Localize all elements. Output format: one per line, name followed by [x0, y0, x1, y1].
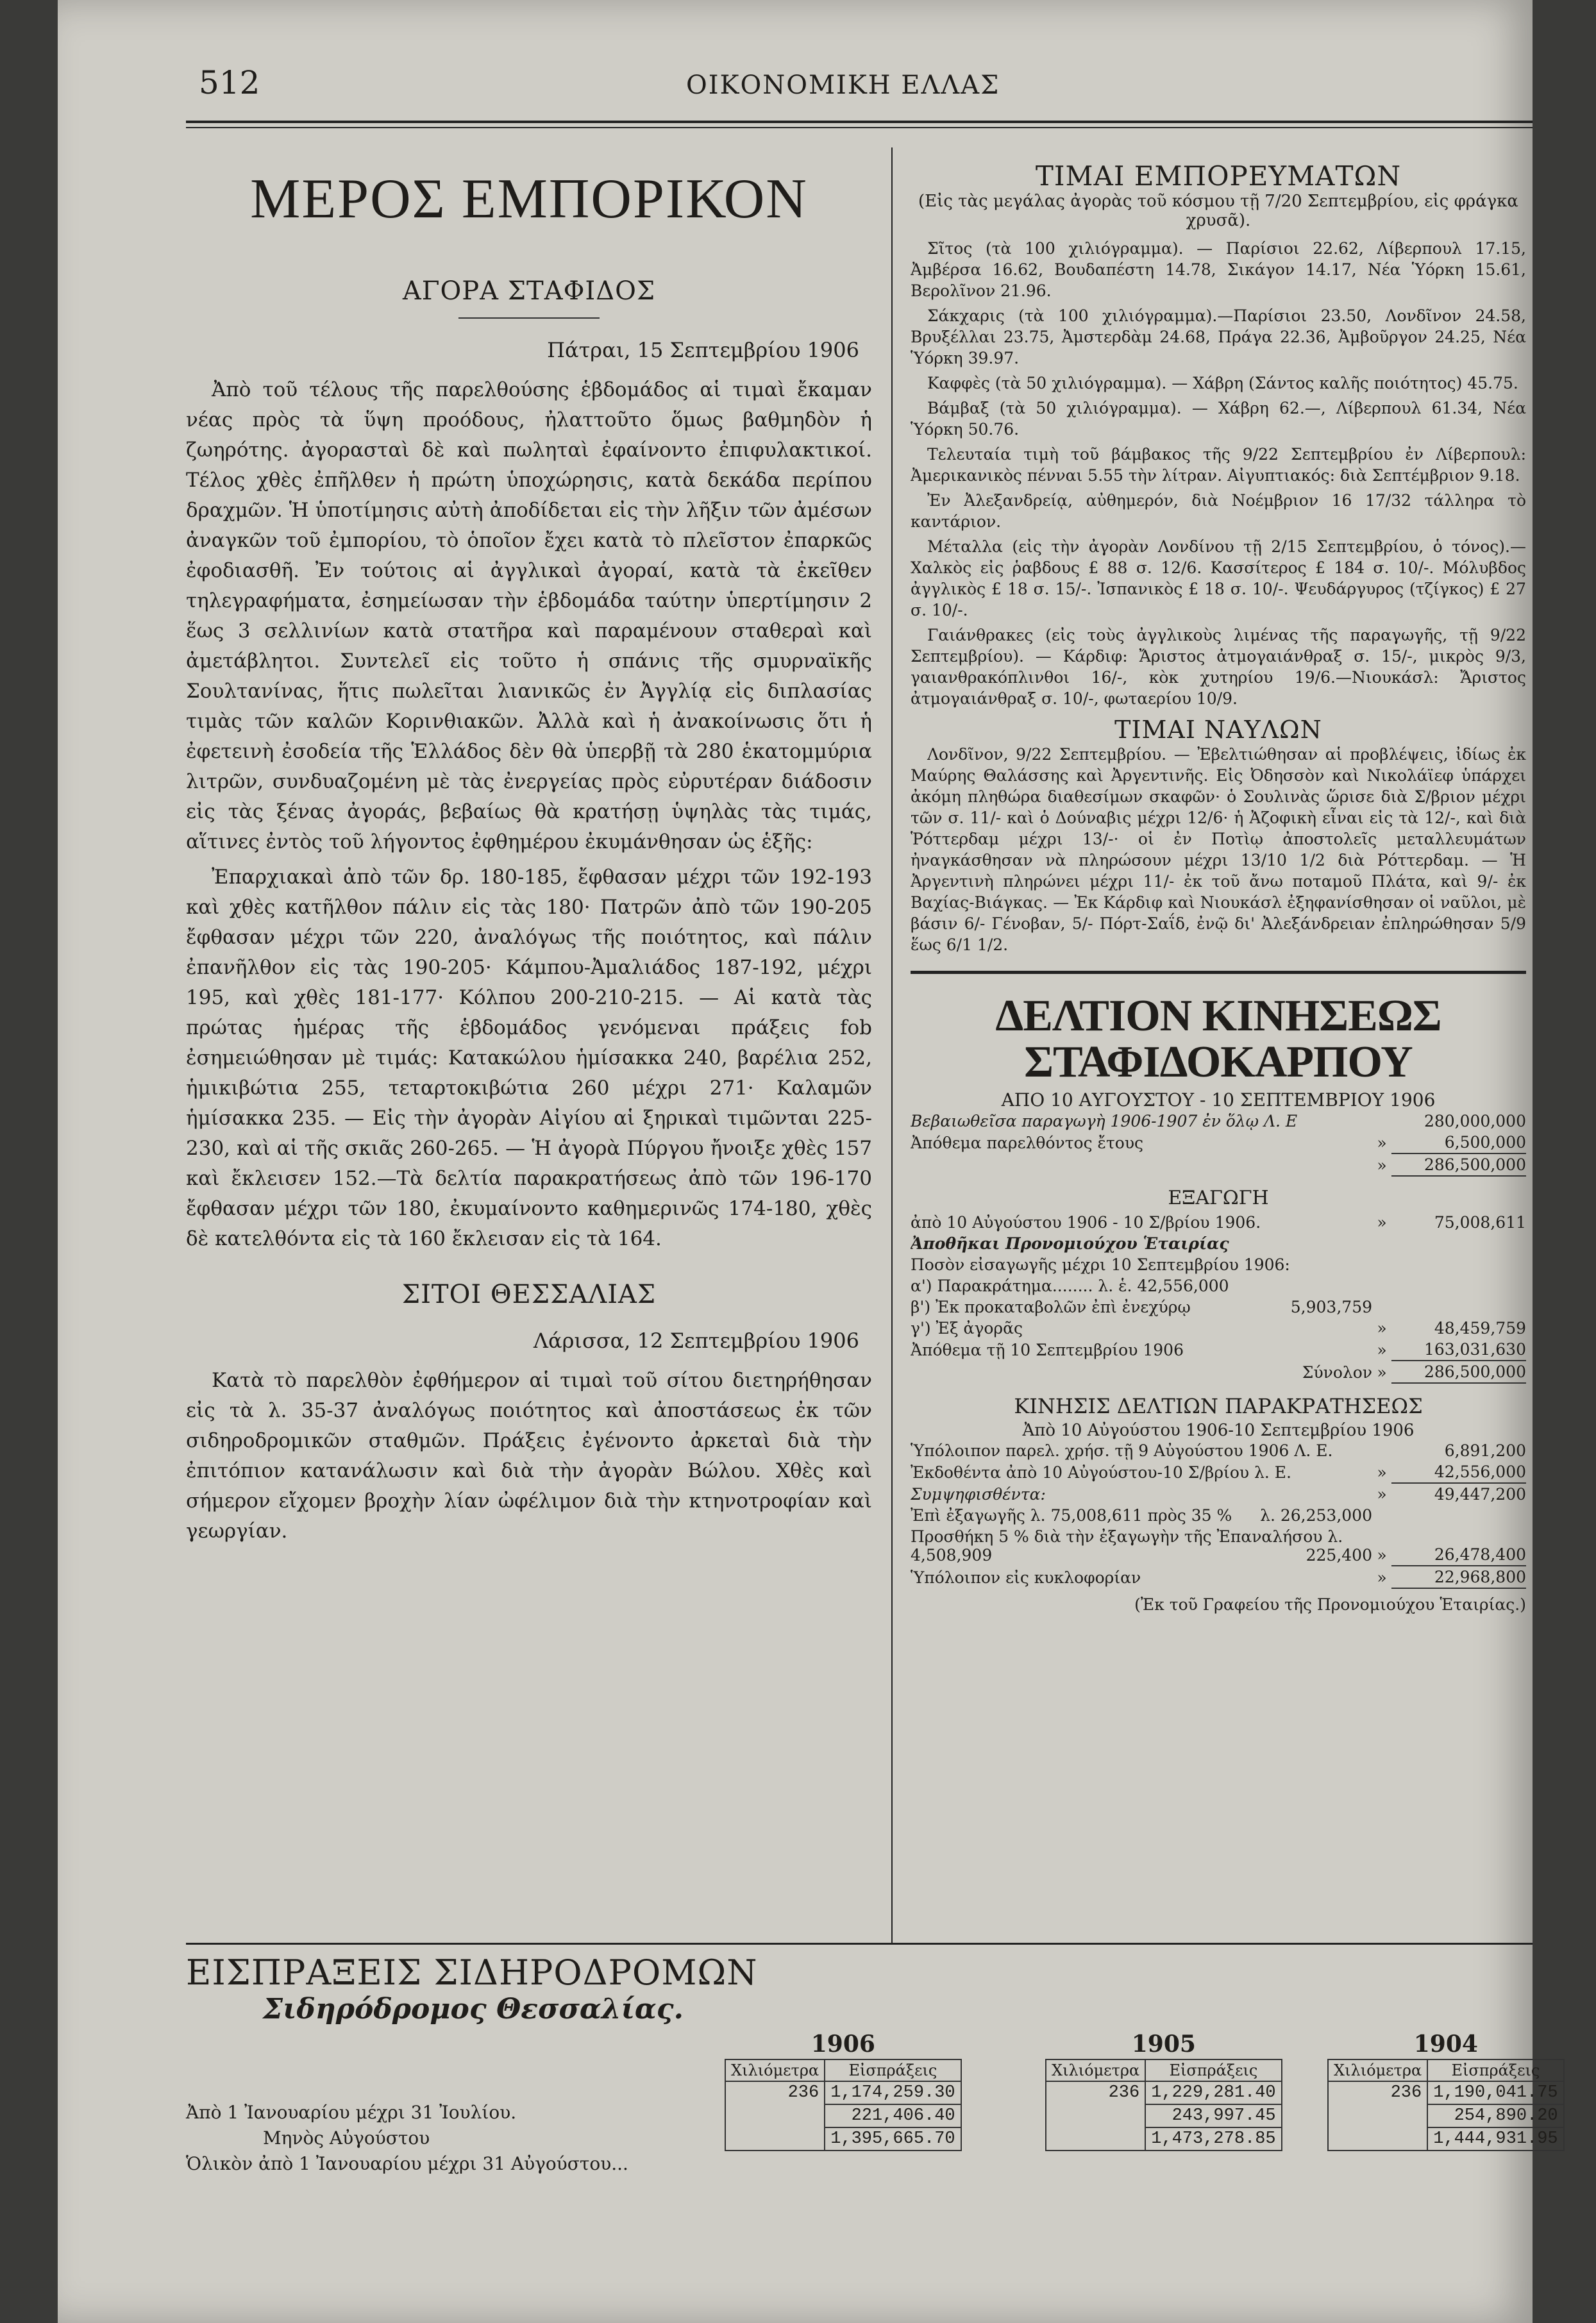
retention-table — [911, 1440, 1526, 1589]
table-row: Σύνολον » 286,500,000 — [911, 1361, 1526, 1383]
raisin-market-heading: ΑΓΟΡΑ ΣΤΑΦΙΔΟΣ — [402, 276, 656, 306]
table-row: » 286,500,000 — [911, 1153, 1526, 1176]
right-column — [911, 154, 1526, 1614]
table-row: Συμψηφισθέντα: » 49,447,200 — [911, 1485, 1526, 1504]
article-paragraph: Ἐπαρχιακαὶ ἀπὸ τῶν δρ. 180-185, ἔφθασαν μέχρι τῶν 192-193 καὶ χθὲς κατῆλθον πάλιν εἰς τὰς 180· Πατρῶν ἀπὸ τῶν 190-205 ἔφθασαν μέχρι τῶν 220, ἀναλόγως τῆς ποιότητος, καὶ πάλιν ἐπανῆλθον εἰς τὰς 190-205· Κάμπου-Ἀμαλιάδος 187-192, μέχρι 195, καὶ χθὲς 181-177· Κόλπου 200-210-215. — Αἱ κατὰ τὰς πρώτας ἡμέρας τῆς ἑβδομάδος γενόμεναι πράξεις fob ἐσημειώθησαν μὲ τιμάς: Κατακώλου ἡμίσακκα 240, βαρέλια 252, ἡμικιβώτια 255, τεταρτοκιβώτια 260 μέχρι 271· Καλαμῶν ἡμίσακκα 235. — Εἰς τὴν ἀγορὰν Αἰγίου αἱ ξηρικαὶ τιμῶνται 225-230, καὶ αἱ τῆς σκιᾶς 260-265. — Ἡ ἀγορὰ Πύργου ἤνοιξε χθὲς 157 καὶ ἔκλεισεν 152.—Τὰ δελτία παρακρατήσεως ἀπὸ τῶν 196-170 ἔφθασαν μέχρι τῶν 180, ἐκυμαίνοντο καθημερινῶς 174-180, χθὲς δὲ κατελθόντα εἰς τὰ 160 ἔκλεισαν εἰς τὰ 164. — [186, 866, 872, 1250]
column-header: Εἰσπράξεις — [825, 2059, 961, 2081]
receipt-value: 1,444,931.95 — [1427, 2127, 1563, 2151]
thessaly-wheat-dateline: Λάρισσα, 12 Σεπτεμβρίου 1906 — [533, 1329, 859, 1353]
retention-heading: ΚΙΝΗΣΙΣ ΔΕΛΤΙΩΝ ΠΑΡΑΚΡΑΤΗΣΕΩΣ — [1014, 1394, 1423, 1418]
receipt-value: 254,890.20 — [1427, 2104, 1563, 2127]
commodity-entry: Σάκχαρις (τὰ 100 χιλιόγραμμα).—Παρίσιοι 23.50, Λονδῖνον 24.58, Βρυξέλλαι 23.75, Ἀμστερδὰμ 24.68, Πράγα 22.36, Ἀμβοῦργον 24.25, Νέα Ὑόρκη 39.97. — [911, 306, 1526, 367]
heading-rule — [458, 317, 600, 319]
table-row: α') Παρακράτημα........ λ. ἑ. 42,556,000 — [911, 1277, 1229, 1295]
year-label: 1904 — [1413, 2031, 1478, 2058]
article-paragraph: Ἀπὸ τοῦ τέλους τῆς παρελθούσης ἑβδομάδος αἱ τιμαὶ ἔκαμαν νέας πρὸς τὰ ὕψη προόδους, ἠλαττοῦτο ὅμως βαθμηδὸν ἡ ζωηρότης. ἀγορασταὶ δὲ καὶ πωληταὶ ἐφαίνοντο ἐπιφυλακτικοί. Τέλος χθὲς ἐπῆλθεν ἡ πρώτη ὑποχώρησις, κατὰ δεκάδα περίπου δραχμῶν. Ἡ ὑποτίμησις αὐτὴ ἀποδίδεται εἰς τὴν λῆξιν τῶν ἀμέσων ἀναγκῶν τοῦ ἐμπορίου, τὸ ὁποῖον ἔχει κατὰ τὸ πλεῖστον ἐπαρκῶς ἐφοδιασθῆ. Ἐν τούτοις αἱ ἀγγλικαὶ ἀγοραί, κατὰ τὰ ἐκεῖθεν τηλεγραφήματα, ἐσημείωσαν τὴν ἑβδομάδα ταύτην ὑπερτίμησιν 2 ἕως 3 σελλινίων κατὰ στατῆρα καὶ παραμένουν σταθεραὶ καὶ ἀμετάβλητοι. Συντελεῖ εἰς τοῦτο ἡ σπάνις τῆς σμυρναϊκῆς Σουλτανίνας, ἥτις πωλεῖται λιανικῶς ἐν Ἀγγλίᾳ εἰς διπλασίας τιμὰς τῶν καλῶν Κορινθιακῶν. Ἀλλὰ καὶ ἡ ἀνακοίνωσις ὅτι ἡ ἐφετεινὴ ἐσοδεία τῆς Ἑλλάδος δὲν θὰ ὑπερβῇ τὰ 280 ἑκατομμύρια λιτρῶν, συνδυαζομένη μὲ τὰς ἐνεργείας πρὸς εὐρυτέραν διάδοσιν εἰς τὰς ξένας ἀγοράς, βεβαίως θὰ κρατήσῃ ὑψηλὰς τὰς τιμάς, αἵτινες ἐντὸς τοῦ λήγοντος ἐφθημέρου ἐκυμάνθησαν ὡς ἑξῆς: — [186, 378, 872, 853]
commodity-entry: Μέταλλα (εἰς τὴν ἀγορὰν Λονδίνου τῇ 2/15 Σεπτεμβρίου, ὁ τόνος).—Χαλκὸς εἰς ῥαβδους £ 88 σ. 12/6. Κασσίτερος £ 184 σ. 10/-. Μόλυβδος ἀγγλικὸς £ 18 σ. 15/-. Ἰσπανικὸς £ 18 σ. 10/-. Ψευδάργυρος (τζίγκος) £ 27 σ. 10/-. — [911, 537, 1526, 619]
raisin-market-article — [186, 375, 872, 1254]
row-label: Μηνὸς Αὐγούστου — [263, 2127, 430, 2149]
currant-bulletin-title: ΔΕΛΤΙΟΝ ΚΙΝΗΣΕΩΣ ΣΤΑΦΙΔΟΚΑΡΠΟΥ — [995, 991, 1441, 1087]
km-value: 236 — [1046, 2081, 1145, 2151]
year-label: 1906 — [811, 2031, 875, 2058]
table-row: Ποσὸν εἰσαγωγῆς μέχρι 10 Σεπτεμβρίου 1906: — [911, 1255, 1290, 1274]
table-row: β') Ἐκ προκαταβολῶν ἐπὶ ἐνεχύρῳ 5,903,759 — [911, 1298, 1372, 1316]
receipt-value: 243,997.45 — [1145, 2104, 1281, 2127]
receipt-value: 221,406.40 — [825, 2104, 961, 2127]
column-rule — [891, 147, 893, 1943]
thessaly-wheat-heading: ΣΙΤΟΙ ΘΕΣΣΑΛΙΑΣ — [401, 1280, 657, 1309]
receipts-1904-table — [1327, 2029, 1565, 2151]
thessaly-wheat-article — [186, 1366, 872, 1547]
commodity-entry: Σῖτος (τὰ 100 χιλιόγραμμα). — Παρίσιοι 22.62, Λίβερπουλ 17.15, Ἀμβέρσα 16.62, Βουδαπέστη 14.78, Σικάγον 14.17, Νέα Ὑόρκη 15.61, Βερολῖνον 21.96. — [911, 239, 1526, 300]
page-number: 512 — [199, 64, 260, 101]
header-rule-thin — [186, 127, 1533, 128]
railway-receipts-title: ΕΙΣΠΡΑΞΕΙΣ ΣΙΔΗΡΟΔΡΟΜΩΝ — [186, 1952, 758, 1993]
receipt-value: 1,395,665.70 — [825, 2127, 961, 2151]
table-row: Ἀπόθεμα παρελθόντος ἔτους » 6,500,000 — [911, 1133, 1526, 1152]
running-title: ΟΙΚΟΝΟΜΙΚΗ ΕΛΛΑΣ — [686, 71, 1000, 100]
bulletin-rule — [911, 971, 1526, 974]
commodity-entry: Τελευταία τιμὴ τοῦ βάμβακος τῆς 9/22 Σεπτεμβρίου ἐν Λίβερπουλ: Ἀμερικανικὸς πένναι 5.55 τὴν λίτραν. Αἰγυπτιακός: διὰ Σεπτέμβριον 9.18. — [911, 445, 1526, 485]
freight-rates-heading: ΤΙΜΑΙ ΝΑΥΛΩΝ — [1114, 716, 1322, 744]
source-note: (Ἐκ τοῦ Γραφείου τῆς Προνομιούχου Ἑταιρίας.) — [1134, 1595, 1526, 1614]
section-title: ΜΕΡΟΣ ΕΜΠΟΡΙΚΟΝ — [250, 168, 808, 230]
article-paragraph: Κατὰ τὸ παρελθὸν ἐφθήμερον αἱ τιμαὶ τοῦ σίτου διετηρήθησαν εἰς τὰ λ. 35-37 ἀναλόγως ποιότητος καὶ ἀποστάσεως ἐκ τῶν σιδηροδρομικῶν σταθμῶν. Πράξεις ἐγένοντο ἀρκεταὶ διὰ τὴν ἐπιτόπιον κατανάλωσιν καὶ διὰ τὴν ἀγορὰν Βώλου. Χθὲς καὶ σήμερον εἴχομεν βροχὴν λίαν ὠφέλιμον διὰ τὴν κτηνοτροφίαν καὶ γεωργίαν. — [186, 1369, 872, 1543]
row-labels — [186, 2100, 699, 2177]
receipts-1906-table — [725, 2029, 962, 2151]
freight-rates-text — [911, 744, 1526, 955]
column-header: Χιλιόμετρα — [1046, 2059, 1145, 2081]
export-heading: ΕΞΑΓΩΓΗ — [1168, 1187, 1269, 1209]
column-header: Χιλιόμετρα — [725, 2059, 825, 2081]
currant-bulletin-table — [911, 1111, 1526, 1177]
commodity-prices-list — [911, 238, 1526, 709]
table-row: ἀπὸ 10 Αὐγούστου 1906 - 10 Σ/βρίου 1906. » 75,008,611 — [911, 1213, 1526, 1232]
header-rule — [186, 121, 1533, 123]
year-label: 1905 — [1131, 2031, 1196, 2058]
table-row: Ὑπόλοιπον εἰς κυκλοφορίαν » 22,968,800 — [911, 1566, 1526, 1588]
table-row: Προσθήκη 5 % διὰ τὴν ἐξαγωγὴν τῆς Ἐπαναλήσου λ. 4,508,909 225,400 » 26,478,400 — [911, 1527, 1526, 1564]
railway-name: Σιδηρόδρομος Θεσσαλίας. — [263, 1993, 684, 2025]
table-row: γ') Ἐξ ἀγορᾶς » 48,459,759 — [911, 1319, 1526, 1338]
commodity-entry: Ἐν Ἀλεξανδρείᾳ, αὐθημερόν, διὰ Νοέμβριον 16 17/32 τάλληρα τὸ καντάριον. — [911, 491, 1526, 531]
row-label: Ὁλικὸν ἀπὸ 1 Ἰανουαρίου μέχρι 31 Αὐγούστου... — [186, 2153, 628, 2174]
receipt-value: 1,174,259.30 — [825, 2081, 961, 2104]
receipts-1905-table — [1045, 2029, 1282, 2151]
row-label: Ἀπὸ 1 Ἰανουαρίου μέχρι 31 Ἰουλίου. — [186, 2102, 517, 2123]
export-table — [911, 1212, 1526, 1384]
receipt-value: 1,190,041.75 — [1427, 2081, 1563, 2104]
commodity-entry: Γαιάνθρακες (εἰς τοὺς ἀγγλικοὺς λιμένας τῆς παραγωγῆς, τῇ 9/22 Σεπτεμβρίου). — Κάρδιφ: Ἄριστος ἀτμογαιάνθραξ σ. 15/-, μικρὸς 9/3, γαιανθρακόπλινθοι 16/-, κὸκ χυτηρίου 19/6.—Νιουκάσλ: Ἄριστος ἀτμογαιάνθραξ σ. 10/-, φωταερίου 10/9. — [911, 626, 1526, 708]
commodity-prices-note: (Εἰς τὰς μεγάλας ἀγορὰς τοῦ κόσμου τῇ 7/20 Σεπτεμβρίου, εἰς φράγκα χρυσᾶ). — [918, 192, 1518, 230]
table-row: Ἐπὶ ἐξαγωγῆς λ. 75,008,611 πρὸς 35 % λ. 26,253,000 — [911, 1506, 1372, 1525]
column-header: Εἰσπράξεις — [1427, 2059, 1563, 2081]
table-row: Ἀπόθεμα τῇ 10 Σεπτεμβρίου 1906 » 163,031,630 — [911, 1340, 1526, 1359]
commodity-entry: Καφφὲς (τὰ 50 χιλιόγραμμα). — Χάβρη (Σάντος καλῆς ποιότητος) 45.75. — [927, 374, 1518, 392]
km-value: 236 — [1328, 2081, 1427, 2151]
page-header — [199, 58, 1545, 135]
railway-receipts-section — [186, 1952, 1558, 2174]
receipt-value: 1,229,281.40 — [1145, 2081, 1281, 2104]
currant-bulletin-period: ΑΠΟ 10 ΑΥΓΟΥΣΤΟΥ - 10 ΣΕΠΤΕΜΒΡΙΟΥ 1906 — [1001, 1089, 1436, 1111]
receipt-value: 1,473,278.85 — [1145, 2127, 1281, 2151]
column-header: Εἰσπράξεις — [1145, 2059, 1281, 2081]
commodity-prices-heading: ΤΙΜΑΙ ΕΜΠΟΡΕΥΜΑΤΩΝ — [1035, 160, 1402, 192]
table-row: Ἀποθῆκαι Προνομιούχου Ἑταιρίας — [911, 1234, 1229, 1253]
column-header: Χιλιόμετρα — [1328, 2059, 1427, 2081]
newspaper-page — [58, 0, 1558, 2323]
raisin-market-dateline: Πάτραι, 15 Σεπτεμβρίου 1906 — [547, 338, 859, 362]
table-row: Ἐκδοθέντα ἀπὸ 10 Αὐγούστου-10 Σ/βρίου λ. Ε. » 42,556,000 — [911, 1463, 1526, 1482]
freight-paragraph: Λονδῖνον, 9/22 Σεπτεμβρίου. — Ἐβελτιώθησαν αἱ προβλέψεις, ἰδίως ἐκ Μαύρης Θαλάσσης καὶ Ἀργεντινῆς. Εἰς Ὀδησσὸν καὶ Νικολάϊεφ ὑπάρχει ἀκόμη πληθώρα διαθεσίμων σκαφῶν· ὁ Σουλινὰς ὥρισε διὰ Σ/βριον μέχρι τῶν σ. 11/- καὶ ὁ Δούναβις μέχρι 12/6· ἡ Ἀζοφικὴ εἶναι εἰς τὰ 12/-, καὶ διὰ Ῥόττερδαμ μέχρι 13/-· οἱ ἐν Ποτὶῳ ἀποστολεῖς μεταλλευμάτων ἠναγκάσθησαν νὰ πληρώσουν μέχρι 13/10 1/2 διὰ Ρόττερδαμ. — Ἡ Ἀργεντινὴ πληρώνει μέχρι 11/- ἐκ τοῦ ἄνω ποταμοῦ Πλάτα, καὶ 9/- ἐκ Βαχίας-Βιάγκας. — Ἐκ Κάρδιφ καὶ Νιουκάσλ ἐξηφανίσθησαν οἱ ναῦλοι, μὲ βάσιν 6/- Γένοβαν, 5/- Πόρτ-Σαΐδ, ἐνῷ δι' Ἀλεξάνδρειαν ἐπληρώθησαν 5/9 ἕως 6/1 1/2. — [911, 745, 1526, 954]
left-column — [186, 154, 872, 1552]
table-row: Βεβαιωθεῖσα παραγωγὴ 1906-1907 ἐν ὅλῳ Λ. Ε 280,000,000 — [911, 1112, 1526, 1130]
commodity-entry: Βάμβαξ (τὰ 50 χιλιόγραμμα). — Χάβρη 62.—, Λίβερπουλ 61.34, Νέα Ὑόρκη 50.76. — [911, 399, 1526, 439]
km-value: 236 — [725, 2081, 825, 2151]
table-row: Ὑπόλοιπον παρελ. χρήσ. τῇ 9 Αὐγούστου 1906 Λ. Ε. 6,891,200 — [911, 1441, 1526, 1460]
section-rule — [186, 1943, 1533, 1945]
retention-period: Ἀπὸ 10 Αὐγούστου 1906-10 Σεπτεμβρίου 1906 — [1022, 1421, 1415, 1440]
